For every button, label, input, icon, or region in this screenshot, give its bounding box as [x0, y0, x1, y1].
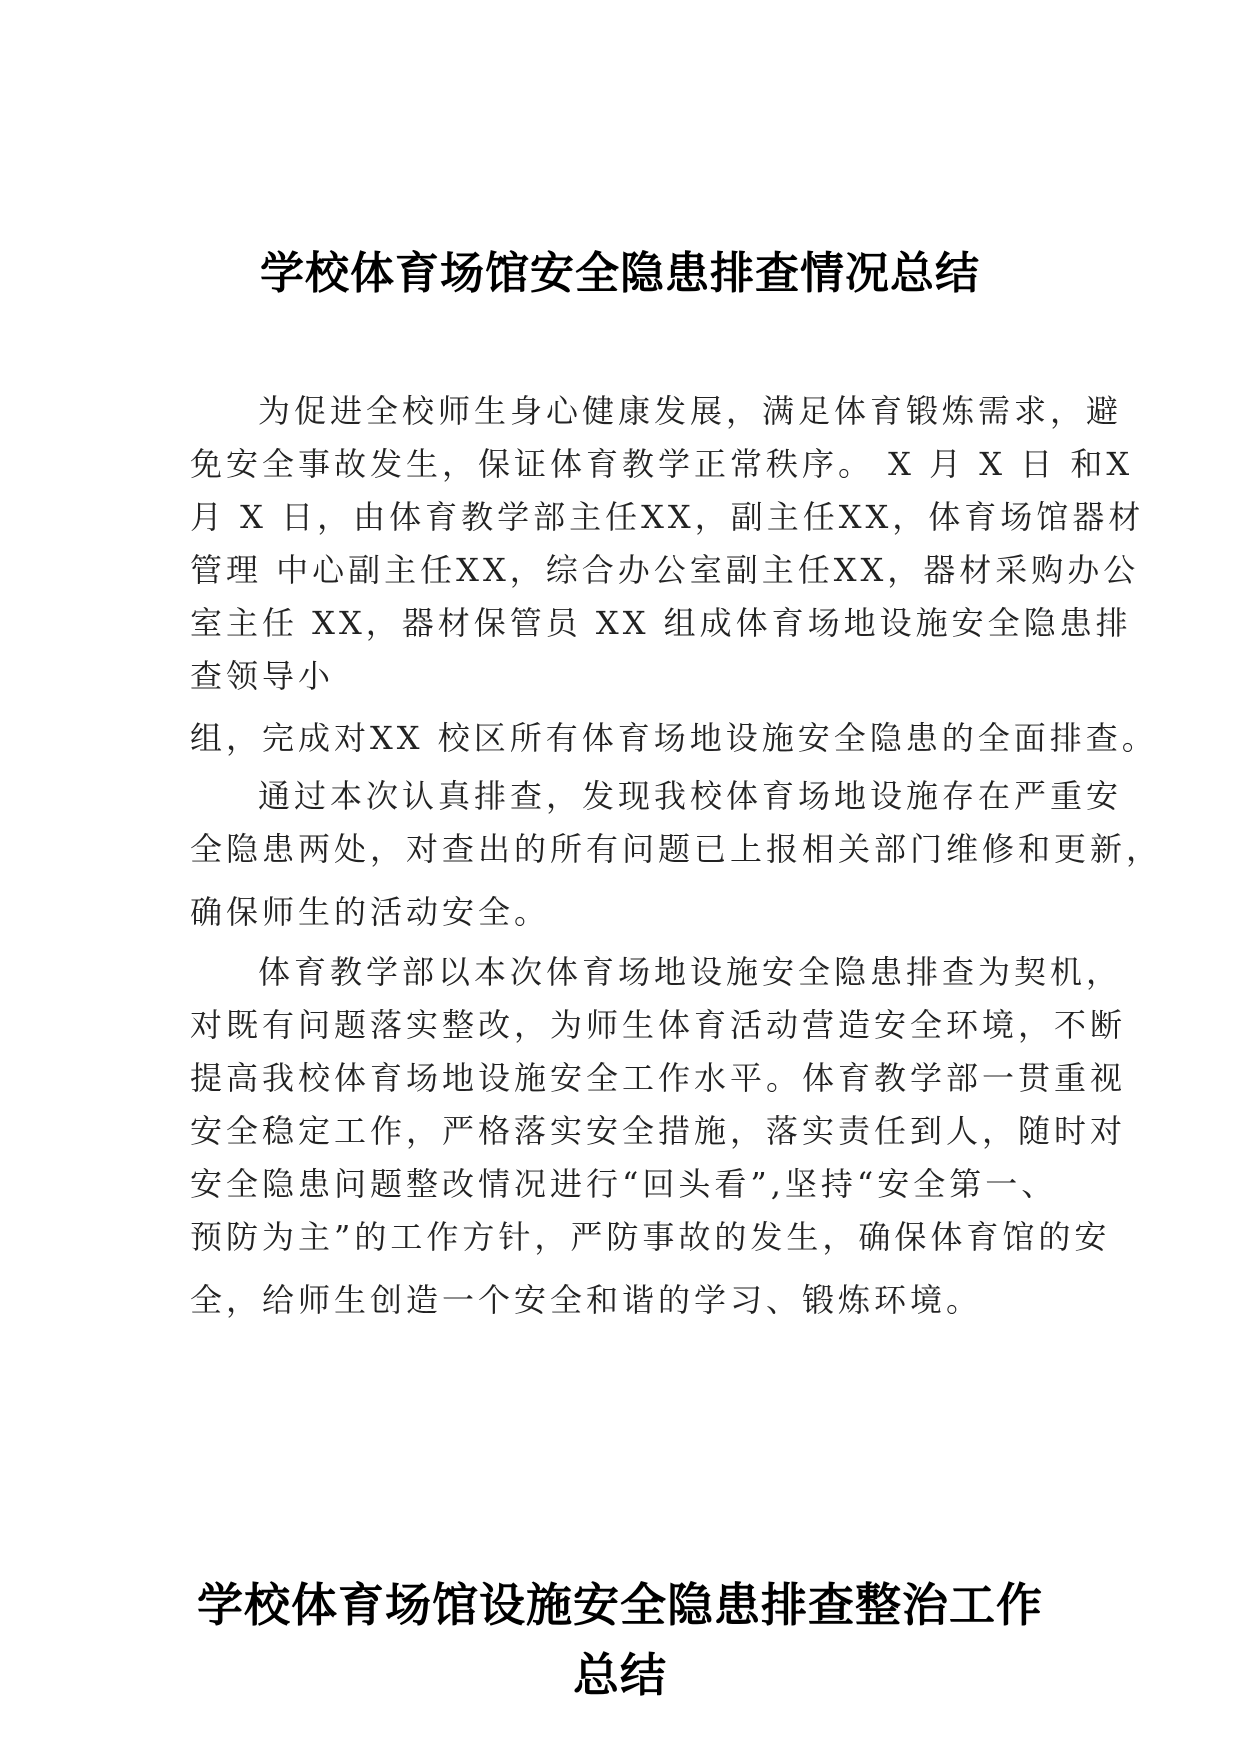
paragraph-1-line-6: 查领导小	[190, 657, 335, 695]
paragraph-1-line-7: 组，完成对XX 校区所有体育场地设施安全隐患的全面排查。	[190, 719, 1158, 757]
paragraph-2-line-1: 通过本次认真排查，发现我校体育场地设施存在严重安	[258, 777, 1123, 815]
paragraph-3-line-6: 预防为主”的工作方针，严防事故的发生，确保体育馆的安	[190, 1218, 1111, 1256]
paragraph-1-line-4: 管理 中心副主任XX，综合办公室副主任XX，器材采购办公	[190, 551, 1140, 589]
paragraph-3-line-1: 体育教学部以本次体育场地设施安全隐患排查为契机，	[258, 953, 1123, 991]
paragraph-1-line-2: 免安全事故发生，保证体育教学正常秩序。 X 月 X 日 和X	[190, 445, 1134, 483]
paragraph-3-line-5: 安全隐患问题整改情况进行“回头看”,坚持“安全第一、	[190, 1165, 1058, 1203]
paragraph-3-line-3: 提高我校体育场地设施安全工作水平。体育教学部一贯重视	[190, 1059, 1127, 1097]
paragraph-1-line-3: 月 X 日，由体育教学部主任XX，副主任XX，体育场馆器材	[190, 498, 1145, 536]
paragraph-1-line-5: 室主任 XX，器材保管员 XX 组成体育场地设施安全隐患排	[190, 604, 1132, 642]
paragraph-2-line-3: 确保师生的活动安全。	[190, 893, 551, 931]
paragraph-3-line-7: 全，给师生创造一个安全和谐的学习、锻炼环境。	[190, 1281, 983, 1319]
next-section-title-line-1: 学校体育场馆设施安全隐患排查整治工作	[197, 1578, 1043, 1632]
paragraph-1-line-1: 为促进全校师生身心健康发展，满足体育锻炼需求，避	[258, 392, 1123, 430]
document-title: 学校体育场馆安全隐患排查情况总结	[260, 248, 980, 299]
paragraph-2-line-2: 全隐患两处，对查出的所有问题已上报相关部门维修和更新，	[190, 830, 1163, 868]
next-section-title-line-2: 总结	[573, 1648, 667, 1702]
paragraph-3-line-4: 安全稳定工作，严格落实安全措施，落实责任到人，随时对	[190, 1112, 1127, 1150]
paragraph-3-line-2: 对既有问题落实整改，为师生体育活动营造安全环境，不断	[190, 1006, 1127, 1044]
